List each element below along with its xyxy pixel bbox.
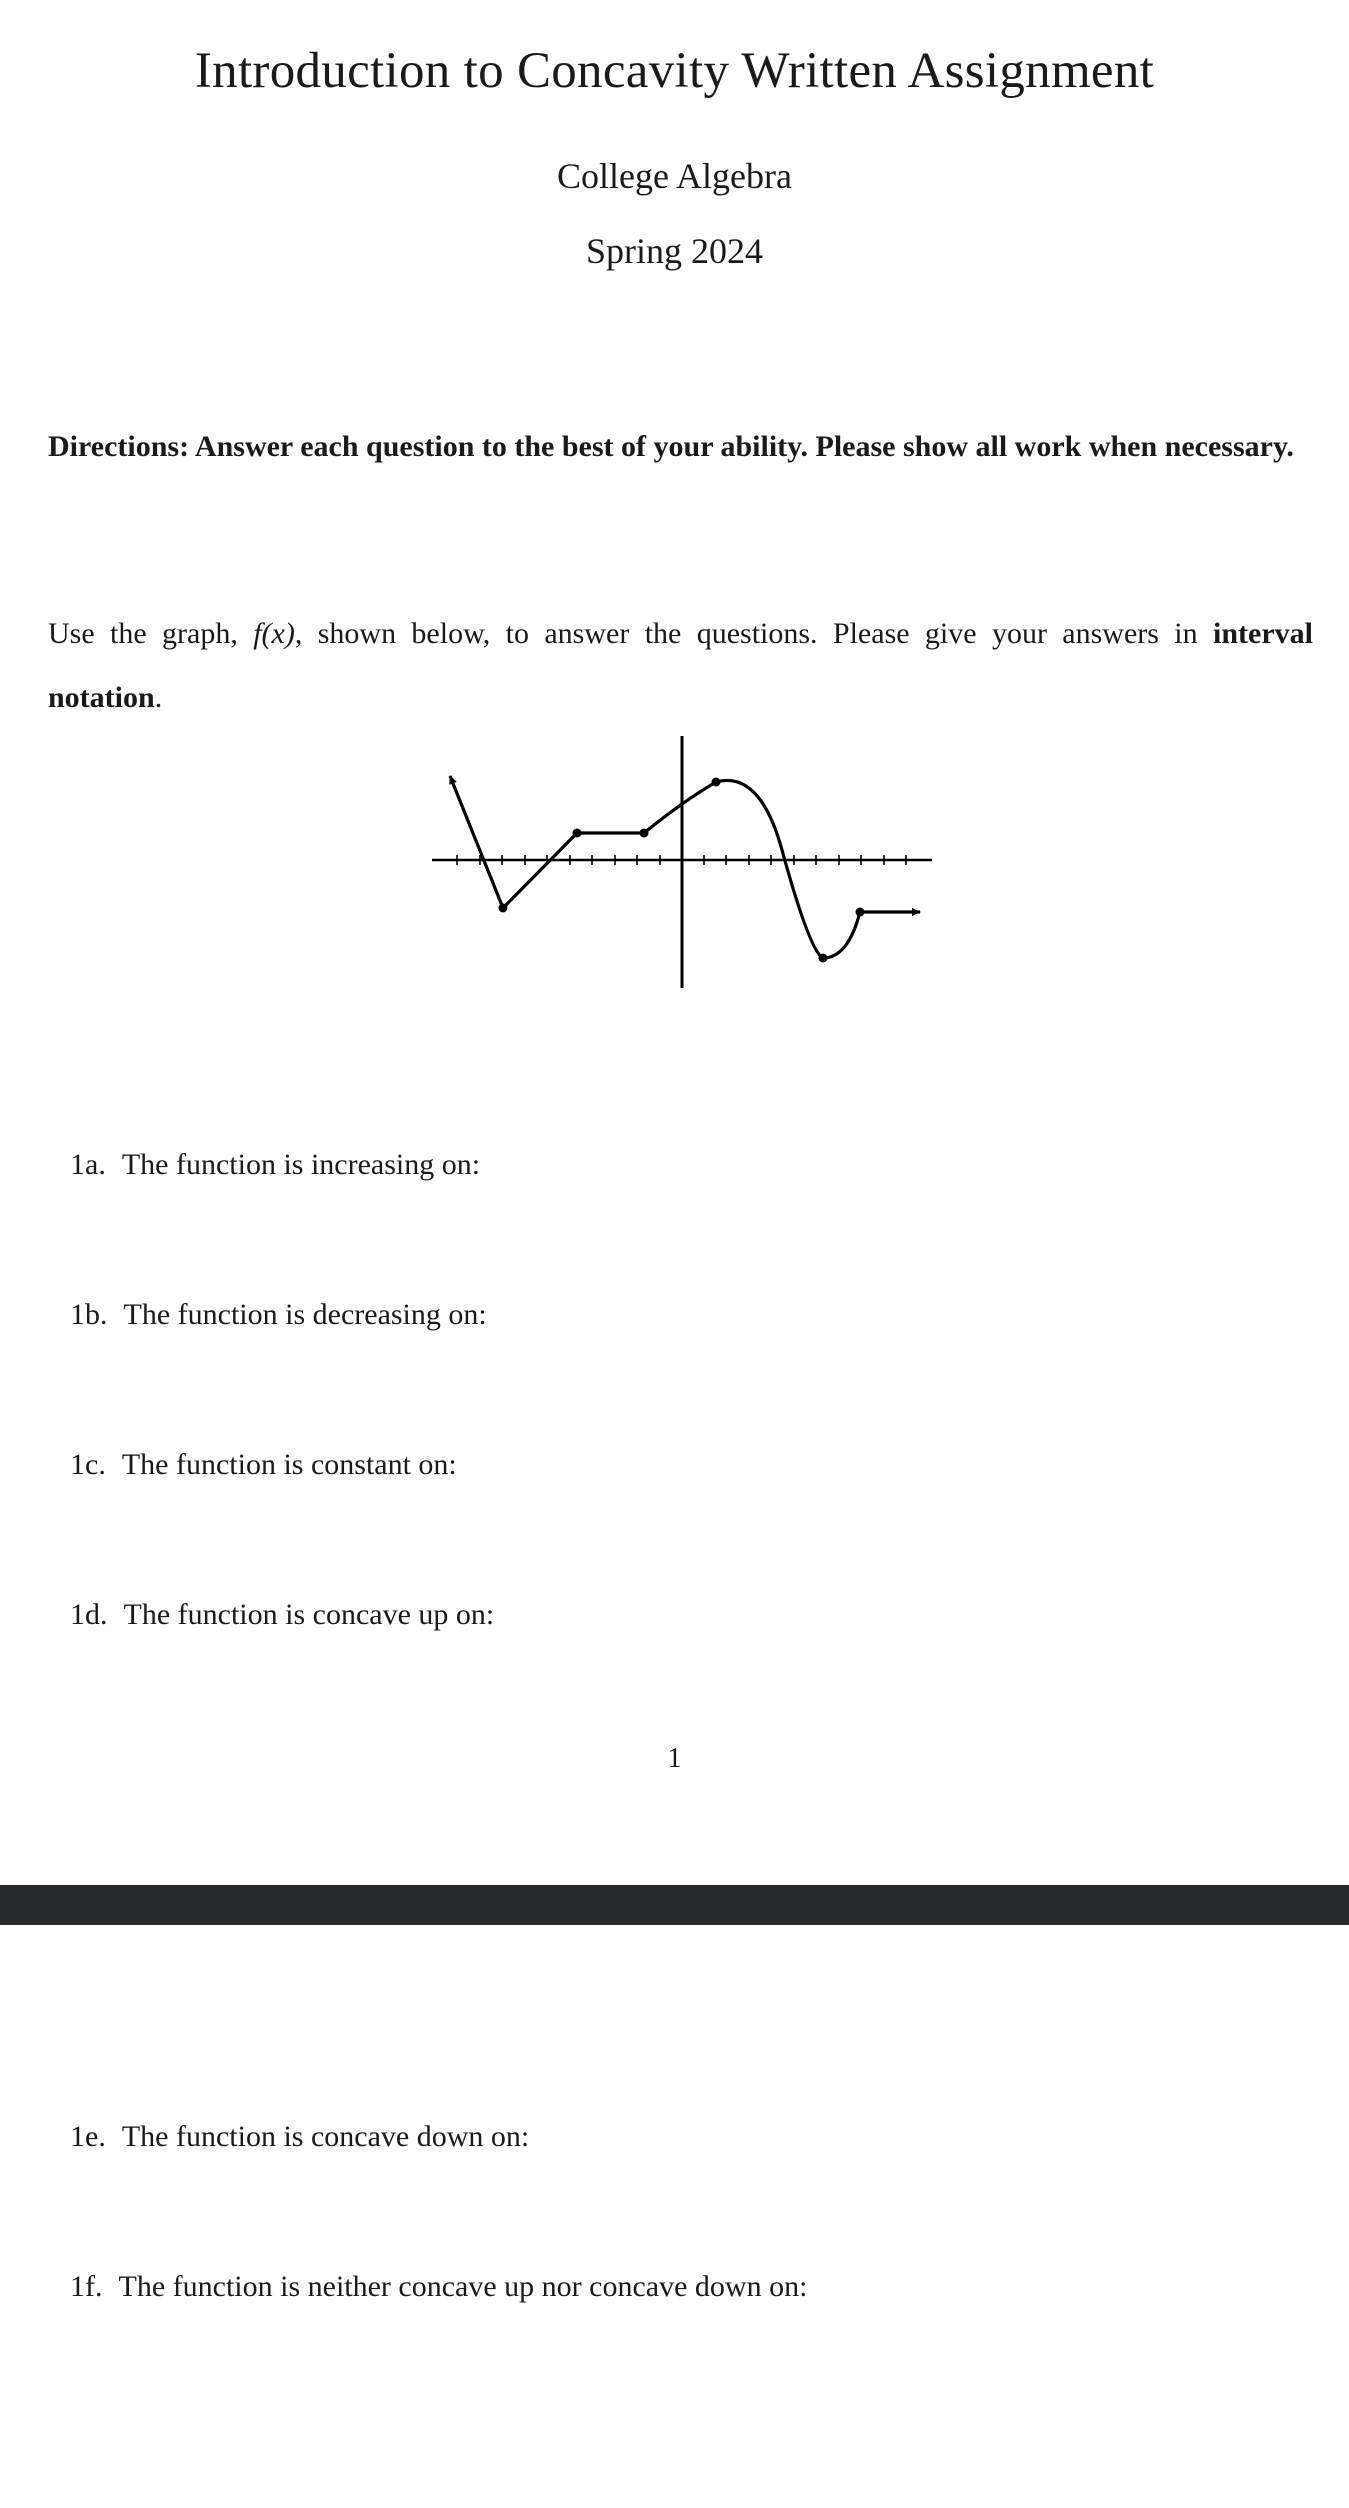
question-1a: [70, 1148, 480, 1182]
question-text: The function is concave up on:: [123, 1598, 495, 1631]
assignment-title: Introduction to Concavity Written Assignment: [194, 43, 1155, 99]
question-number: 1a.: [70, 1148, 106, 1181]
question-text: The function is concave down on:: [121, 2120, 530, 2153]
graph-point-local-min-right: [819, 954, 828, 963]
directions-paragraph: Directions: Answer each question to the best of your ability. Please show all work when necessary.: [48, 430, 1294, 463]
question-number: 1d.: [70, 1598, 108, 1631]
course-name: College Algebra: [557, 156, 792, 196]
function-curve-main: [503, 780, 920, 958]
graph-point-constant-end: [640, 829, 649, 838]
graph-point-ray-start: [856, 908, 865, 917]
question-text: The function is decreasing on:: [123, 1298, 487, 1331]
question-text: The function is neither concave up nor concave down on:: [118, 2270, 808, 2303]
question-number: 1b.: [70, 1298, 108, 1331]
document-page-2: [0, 1925, 1349, 2508]
page-separator: [0, 1885, 1349, 1925]
question-text: The function is constant on:: [121, 1448, 457, 1481]
question-1e: [70, 2120, 529, 2154]
intro-text-end: .: [154, 681, 163, 714]
question-number: 1c.: [70, 1448, 106, 1481]
question-1f: [70, 2270, 807, 2304]
question-number: 1e.: [70, 2120, 106, 2153]
question-text: The function is increasing on:: [121, 1148, 481, 1181]
intro-text-middle: , shown below, to answer the questions. Please give your answers in: [294, 617, 1213, 650]
graph-point-local-min-left: [499, 904, 508, 913]
graph-point-local-max: [712, 778, 721, 787]
question-1d: [70, 1598, 494, 1632]
term-label: Spring 2024: [585, 231, 763, 271]
function-curve: [450, 776, 503, 908]
intro-text-start: Use the graph,: [48, 617, 254, 650]
question-number: 1f.: [70, 2270, 103, 2303]
function-graph: [420, 730, 940, 1000]
function-label: f(x): [253, 617, 295, 650]
graph-point-constant-start: [573, 829, 582, 838]
page-number: 1: [667, 1743, 682, 1774]
question-1b: [70, 1298, 487, 1332]
interval-notation-emphasis: interval notation: [48, 617, 1313, 714]
question-1c: [70, 1448, 457, 1482]
intro-paragraph: [48, 602, 1313, 730]
